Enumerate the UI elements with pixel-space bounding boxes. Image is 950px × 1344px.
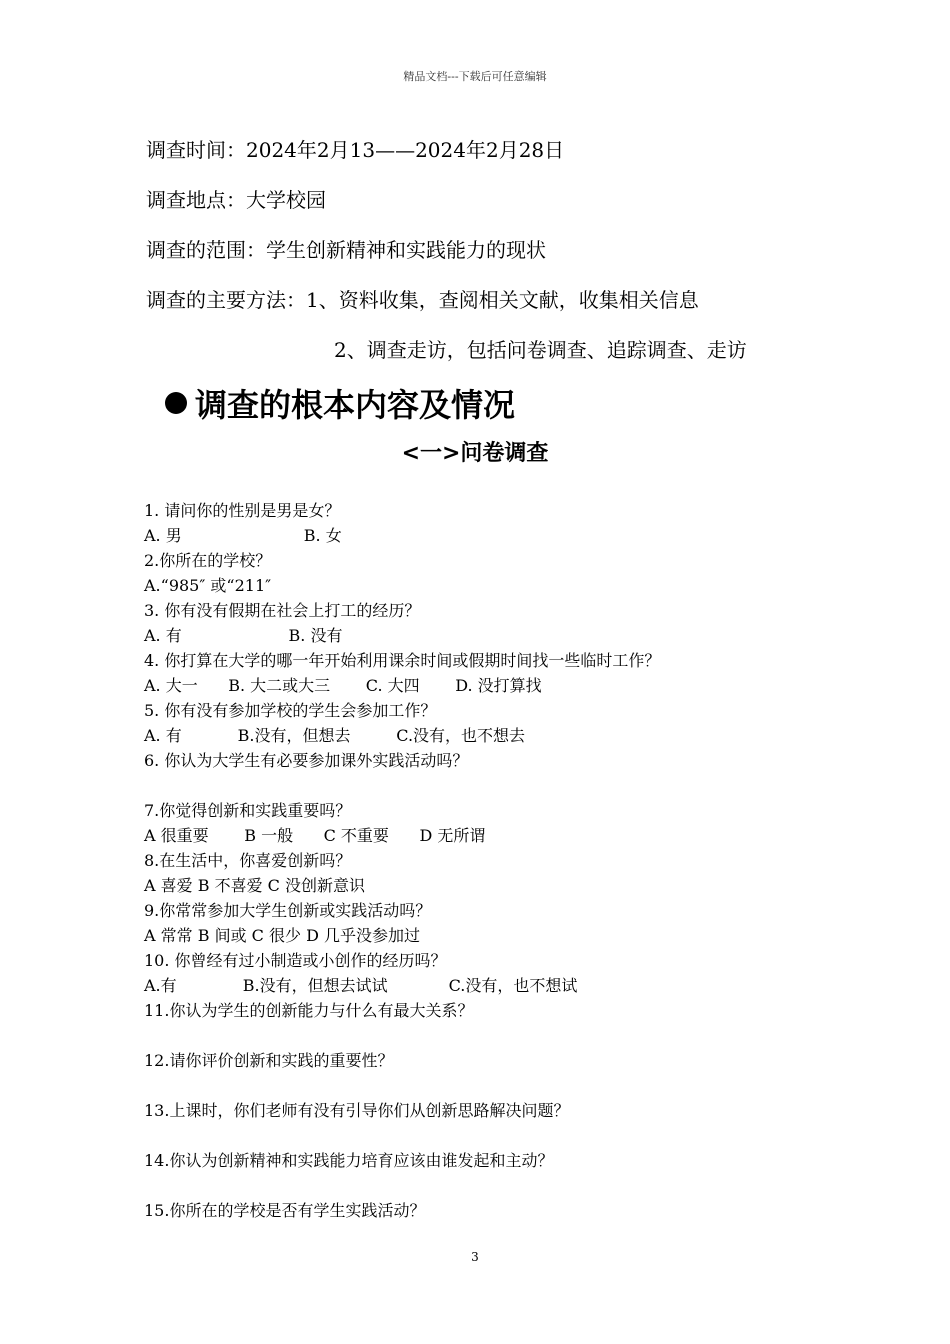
survey-method-2: 2、调查走访，包括问卷调查、追踪调查、走访 xyxy=(334,338,747,362)
answer-options: A. 有 B.没有，但想去 C.没有，也不想去 xyxy=(144,726,526,745)
answer-options: A.“985″ 或“211″ xyxy=(144,576,272,595)
answer-options: A. 有 B. 没有 xyxy=(144,626,343,645)
question: 2.你所在的学校？ xyxy=(144,551,272,570)
answer-options: A. 男 B. 女 xyxy=(144,526,342,545)
answer-options: A 喜爱 B 不喜爱 C 没创新意识 xyxy=(144,876,365,895)
question: 12.请你评价创新和实践的重要性？ xyxy=(144,1051,394,1070)
survey-place: 调查地点：大学校园 xyxy=(146,188,326,212)
answer-options: A 常常 B 间或 C 很少 D 几乎没参加过 xyxy=(144,926,420,945)
page-number: 3 xyxy=(471,1250,479,1264)
questionnaire xyxy=(144,498,864,1223)
blank-line xyxy=(144,1123,864,1148)
question: 9.你常常参加大学生创新或实践活动吗？ xyxy=(144,901,432,920)
section-heading xyxy=(165,380,515,426)
question: 7.你觉得创新和实践重要吗？ xyxy=(144,801,352,820)
bullet-icon xyxy=(165,392,187,414)
question: 14.你认为创新精神和实践能力培育应该由谁发起和主动？ xyxy=(144,1151,554,1170)
blank-line xyxy=(144,1173,864,1198)
survey-time: 调查时间：2024年2月13——2024年2月28日 xyxy=(146,138,565,162)
question: 15.你所在的学校是否有学生实践活动？ xyxy=(144,1201,426,1220)
question: 3. 你有没有假期在社会上打工的经历？ xyxy=(144,601,421,620)
blank-line xyxy=(144,1073,864,1098)
question: 5. 你有没有参加学校的学生会参加工作？ xyxy=(144,701,437,720)
question: 8.在生活中，你喜爱创新吗？ xyxy=(144,851,352,870)
question: 11.你认为学生的创新能力与什么有最大关系？ xyxy=(144,1001,474,1020)
survey-scope: 调查的范围：学生创新精神和实践能力的现状 xyxy=(146,238,546,262)
blank-line xyxy=(144,773,864,798)
question: 4. 你打算在大学的哪一年开始利用课余时间或假期时间找一些临时工作？ xyxy=(144,651,661,670)
sub-heading: <一>问卷调查 xyxy=(401,441,549,466)
blank-line xyxy=(144,1023,864,1048)
answer-options: A. 大一 B. 大二或大三 C. 大四 D. 没打算找 xyxy=(144,676,542,695)
page-header: 精品文档---下载后可任意编辑 xyxy=(403,70,547,83)
survey-method-1: 调查的主要方法：1、资料收集，查阅相关文献，收集相关信息 xyxy=(146,288,699,312)
answer-options: A.有 B.没有，但想去试试 C.没有，也不想试 xyxy=(144,976,578,995)
answer-options: A 很重要 B 一般 C 不重要 D 无所谓 xyxy=(144,826,486,845)
question: 13.上课时，你们老师有没有引导你们从创新思路解决问题？ xyxy=(144,1101,570,1120)
section-heading-text: 调查的根本内容及情况 xyxy=(195,386,516,424)
question: 1. 请问你的性别是男是女？ xyxy=(144,501,341,520)
question: 6. 你认为大学生有必要参加课外实践活动吗？ xyxy=(144,751,469,770)
question: 10. 你曾经有过小制造或小创作的经历吗？ xyxy=(144,951,447,970)
